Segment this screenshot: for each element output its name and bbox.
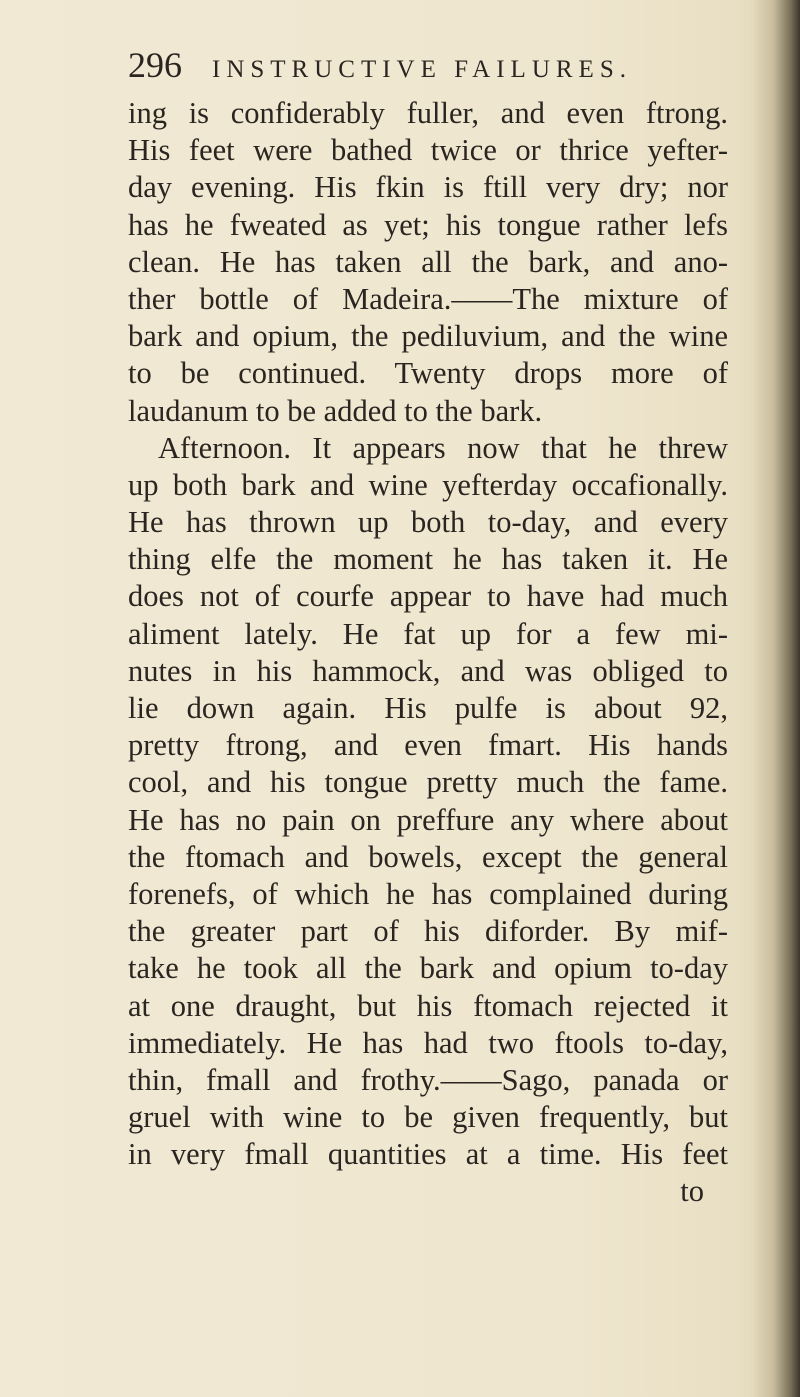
text-line: ing is confiderably fuller, and even ftrong. [128, 96, 728, 130]
text-line: clean. He has taken all the bark, and ano- [128, 244, 728, 279]
text-line: thing elfe the moment he has taken it. He [128, 542, 728, 577]
text-line: gruel with wine to be given frequently, but [128, 1100, 728, 1135]
text-line: His feet were bathed twice or thrice yefter- [128, 133, 728, 168]
text-line: laudanum to be added to the bark. [128, 393, 543, 428]
text-line: immediately. He has had two ftools to-day, [128, 1025, 728, 1060]
page-header [128, 44, 728, 92]
catchword: to [680, 1174, 704, 1209]
text-line: He has thrown up both to-day, and every [128, 505, 728, 540]
text-line: aliment lately. He fat up for a few mi- [128, 616, 728, 651]
text-line: pretty ftrong, and even fmart. His hands [128, 728, 728, 763]
text-line: He has no pain on preffure any where about [128, 802, 728, 837]
binding-shadow [752, 0, 800, 1397]
text-line: to be continued. Twenty drops more of [128, 356, 728, 391]
page-number: 296 [128, 45, 182, 85]
text-line: day evening. His fkin is ftill very dry; nor [128, 170, 728, 205]
text-line: forenefs, of which he has complained during [128, 876, 728, 911]
text-line: the greater part of his diforder. By mif- [128, 914, 728, 949]
text-line: does not of courfe appear to have had much [128, 579, 728, 614]
text-line: has he fweated as yet; his tongue rather lefs [128, 207, 728, 242]
text-line: nutes in his hammock, and was obliged to [128, 653, 728, 688]
text-line: Afternoon. It appears now that he threw [158, 430, 728, 465]
body-text [128, 95, 728, 1211]
text-line: bark and opium, the pediluvium, and the wine [128, 319, 728, 354]
text-line: take he took all the bark and opium to-day [128, 951, 728, 986]
text-line: the ftomach and bowels, except the general [128, 839, 728, 874]
text-line: lie down again. His pulfe is about 92, [128, 691, 728, 725]
text-line: cool, and his tongue pretty much the fame. [128, 765, 728, 800]
running-title: INSTRUCTIVE FAILURES. [212, 56, 632, 83]
text-line: at one draught, but his ftomach rejected it [128, 988, 728, 1023]
text-line: in very fmall quantities at a time. His feet [128, 1137, 728, 1172]
text-line: thin, fmall and frothy.——Sago, panada or [128, 1062, 728, 1097]
text-line: ther bottle of Madeira.——The mixture of [128, 281, 728, 316]
text-line: up both bark and wine yefterday occafionally. [128, 467, 728, 502]
